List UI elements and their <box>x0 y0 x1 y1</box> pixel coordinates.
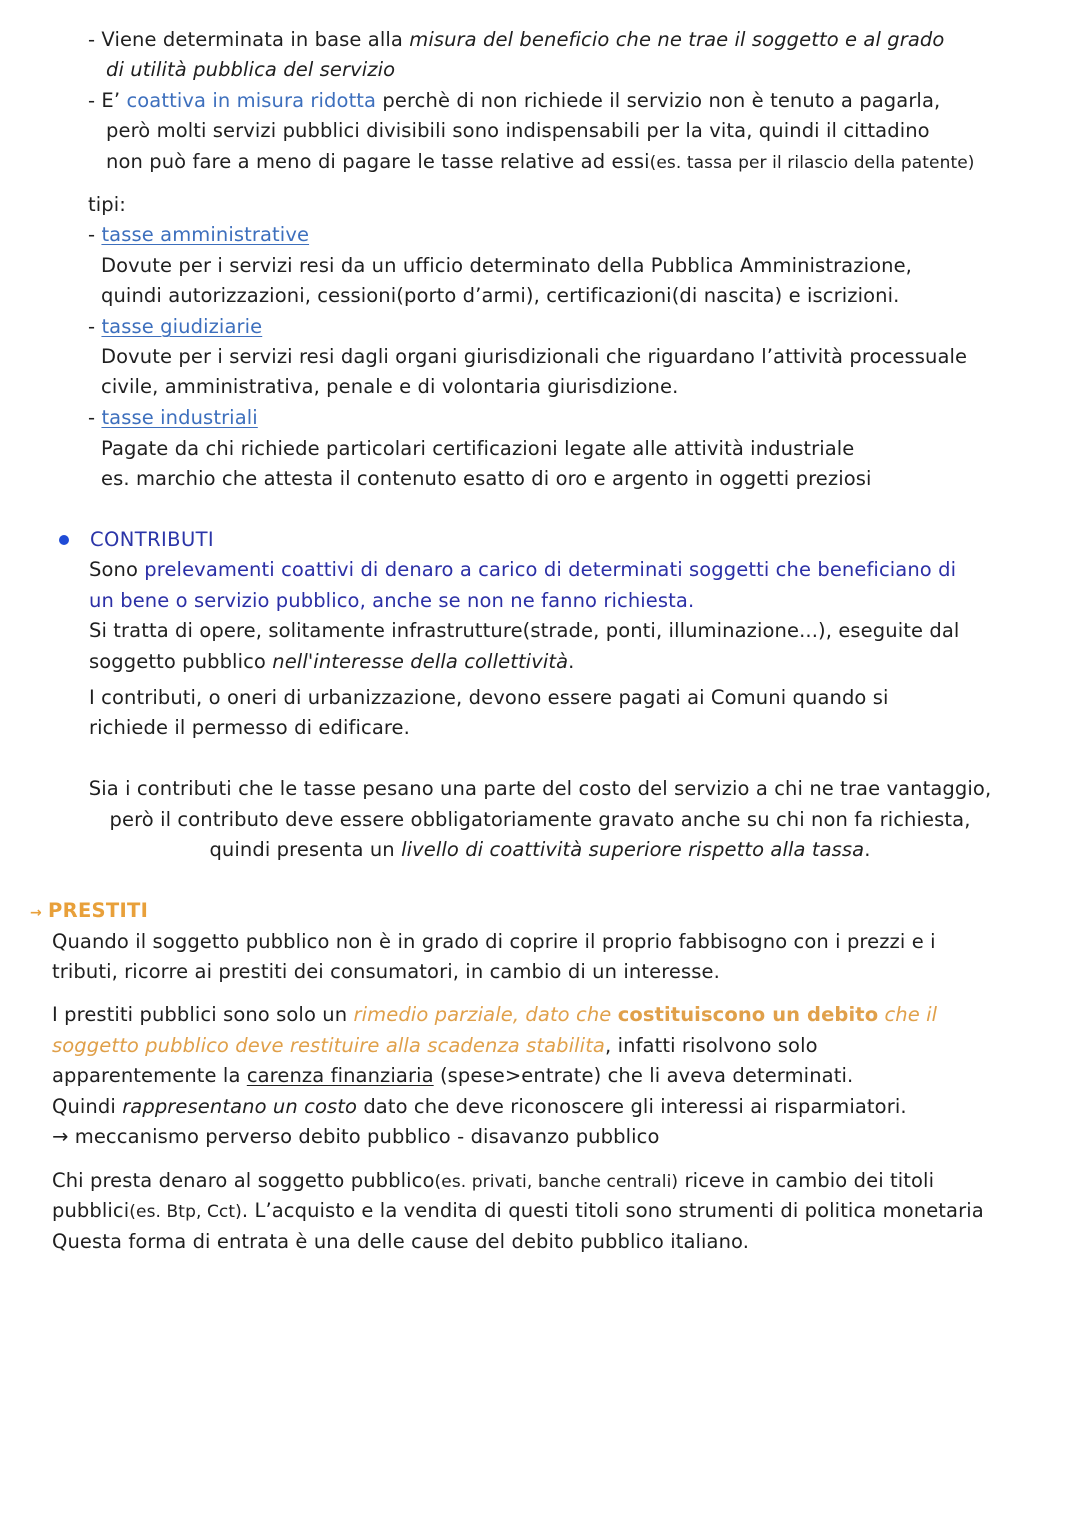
contributi-line-6: richiede il permesso di edificare. <box>89 716 410 739</box>
tasse-amministrative-desc-1: Dovute per i servizi resi da un ufficio determinato della Pubblica Amministrazione, <box>101 254 912 277</box>
prestiti-line-5-a: apparentemente la <box>52 1064 247 1087</box>
contributi-line-4-c: . <box>568 650 575 673</box>
prestiti-line-3 <box>52 1000 937 1030</box>
contributi-line-3: Si tratta di opere, solitamente infrastrutture(strade, ponti, illuminazione...), eseguite dal <box>89 619 960 642</box>
prestiti-line-6-b: rappresentano un costo <box>122 1095 358 1118</box>
contributi-line-1-a: Sono <box>89 558 145 581</box>
tasse-industriali-link[interactable]: tasse industriali <box>101 406 258 429</box>
confronto-line-3-b: livello di coattività superiore rispetto alla tassa <box>401 838 865 861</box>
prestiti-line-9-b: (es. Btp, Cct) <box>129 1202 242 1222</box>
prestiti-line-10: Questa forma di entrata è una delle cause del debito pubblico italiano. <box>52 1230 750 1253</box>
prestiti-line-4-a: soggetto pubblico deve restituire alla scadenza stabilita <box>52 1034 605 1057</box>
dash: - <box>88 315 102 338</box>
tasse-line-1 <box>88 25 944 55</box>
dash: - <box>88 223 102 246</box>
confronto-line-1: Sia i contributi che le tasse pesano una parte del costo del servizio a chi ne trae vantaggio, <box>88 777 992 800</box>
tasse-giudiziarie-item <box>88 312 262 342</box>
prestiti-line-9-a: pubblici <box>52 1199 130 1222</box>
arrow-right-icon: → <box>30 905 43 921</box>
prestiti-line-8-c: riceve in cambio dei titoli <box>678 1169 935 1192</box>
contributi-line-4 <box>89 647 574 677</box>
prestiti-line-3-b: rimedio parziale, dato che <box>353 1003 618 1026</box>
tasse-giudiziarie-link[interactable]: tasse giudiziarie <box>101 315 263 338</box>
prestiti-line-9 <box>52 1196 984 1227</box>
contributi-line-4-a: soggetto pubblico <box>89 650 273 673</box>
contributi-line-5: I contributi, o oneri di urbanizzazione, devono essere pagati ai Comuni quando si <box>89 686 889 709</box>
prestiti-heading <box>30 896 148 928</box>
tasse-line-5-b: (es. tassa per il rilascio della patente) <box>649 153 975 173</box>
tasse-line-5 <box>106 147 975 178</box>
prestiti-heading-text: PRESTITI <box>48 899 149 922</box>
tasse-amministrative-link[interactable]: tasse amministrative <box>101 223 310 246</box>
prestiti-line-6-a: Quindi <box>52 1095 123 1118</box>
prestiti-line-8 <box>52 1166 934 1197</box>
prestiti-line-5-c: (spese>entrate) che li aveva determinati. <box>433 1064 854 1087</box>
tasse-line-1-a: - Viene determinata in base alla <box>88 28 410 51</box>
confronto-line-3 <box>0 835 1080 865</box>
prestiti-line-3-a: I prestiti pubblici sono solo un <box>52 1003 354 1026</box>
prestiti-line-6-c: dato che deve riconoscere gli interessi ai risparmiatori. <box>357 1095 907 1118</box>
tasse-amministrative-item <box>88 220 309 250</box>
bullet-icon <box>59 535 69 545</box>
prestiti-line-3-d: che il <box>878 1003 938 1026</box>
prestiti-line-3-c: costituiscono un debito <box>617 1003 879 1026</box>
contributi-line-2: un bene o servizio pubblico, anche se non ne fanno richiesta. <box>89 589 695 612</box>
dash: - <box>88 406 102 429</box>
tasse-industriali-desc-1: Pagate da chi richiede particolari certificazioni legate alle attività industriale <box>101 437 855 460</box>
confronto-line-3-c: . <box>864 838 871 861</box>
tasse-line-3-b: coattiva in misura ridotta <box>126 89 377 112</box>
prestiti-line-6 <box>52 1092 907 1122</box>
prestiti-line-1: Quando il soggetto pubblico non è in grado di coprire il proprio fabbisogno con i prezzi e i <box>52 930 936 953</box>
prestiti-line-7: → meccanismo perverso debito pubblico - disavanzo pubblico <box>52 1125 660 1148</box>
confronto-line-2: però il contributo deve essere obbligatoriamente gravato anche su chi non fa richiesta, <box>109 808 971 831</box>
tipi-label: tipi: <box>88 193 126 216</box>
prestiti-line-2: tributi, ricorre ai prestiti dei consumatori, in cambio di un interesse. <box>52 960 720 983</box>
prestiti-line-5-b: carenza finanziaria <box>246 1064 434 1087</box>
tasse-giudiziarie-desc-2: civile, amministrativa, penale e di volontaria giurisdizione. <box>101 375 679 398</box>
prestiti-line-4-b: , infatti risolvono solo <box>605 1034 818 1057</box>
tasse-line-4: però molti servizi pubblici divisibili sono indispensabili per la vita, quindi il cittadino <box>106 119 930 142</box>
prestiti-line-5 <box>52 1061 853 1091</box>
prestiti-line-4 <box>52 1031 818 1061</box>
prestiti-line-8-b: (es. privati, banche centrali) <box>434 1172 679 1192</box>
prestiti-line-8-a: Chi presta denaro al soggetto pubblico <box>52 1169 435 1192</box>
contributi-line-1-b: prelevamenti coattivi di denaro a carico di determinati soggetti che beneficiano di <box>144 558 957 581</box>
confronto-line-3-a: quindi presenta un <box>209 838 402 861</box>
prestiti-line-9-c: . L’acquisto e la vendita di questi titoli sono strumenti di politica monetaria <box>241 1199 984 1222</box>
tasse-line-3 <box>88 86 940 116</box>
tasse-amministrative-desc-2: quindi autorizzazioni, cessioni(porto d’armi), certificazioni(di nascita) e iscrizioni. <box>101 284 900 307</box>
tasse-industriali-desc-2: es. marchio che attesta il contenuto esatto di oro e argento in oggetti preziosi <box>101 467 872 490</box>
tasse-industriali-item <box>88 403 258 433</box>
tasse-giudiziarie-desc-1: Dovute per i servizi resi dagli organi giurisdizionali che riguardano l’attività processuale <box>101 345 968 368</box>
tasse-line-3-c: perchè di non richiede il servizio non è tenuto a pagarla, <box>376 89 941 112</box>
tasse-line-1-b: misura del beneficio che ne trae il soggetto e al grado <box>409 28 945 51</box>
contributi-line-4-b: nell'interesse della collettività <box>272 650 569 673</box>
tasse-line-5-a: non può fare a meno di pagare le tasse relative ad essi <box>106 150 650 173</box>
tasse-line-2: di utilità pubblica del servizio <box>106 58 396 81</box>
contributi-line-1 <box>89 555 956 585</box>
contributi-heading: CONTRIBUTI <box>90 528 215 551</box>
tasse-line-3-a: - E’ <box>88 89 127 112</box>
